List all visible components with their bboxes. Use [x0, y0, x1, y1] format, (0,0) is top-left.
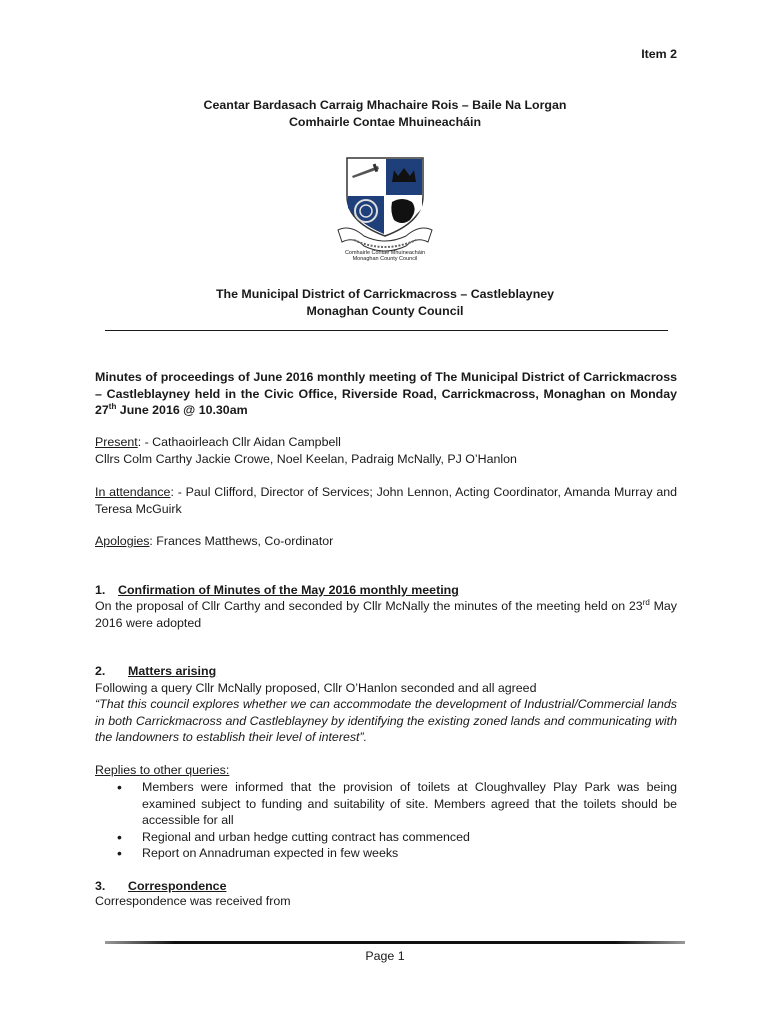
attendance-block: In attendance: - Paul Clifford, Director of Services; John Lennon, Acting Coordinator, Amanda Murray and Teresa McGuirk — [95, 485, 677, 516]
apologies-block: Apologies: Frances Matthews, Co-ordinator — [95, 534, 334, 548]
present-block: Present: - Cathaoirleach Cllr Aidan Campbell Cllrs Colm Carthy Jackie Crowe, Noel Keelan, Padraig McNally, PJ O’Hanlon — [95, 435, 517, 466]
section-2-quote: “That this council explores whether we can accommodate the development of Industrial/Commercial lands in both Carrickmacross and Castleblayney by identifying the existing zoned lands and communicating with the landowners to establish their level of interest”. — [95, 697, 677, 744]
list-item: • Members were informed that the provision of toilets at Cloughvalley Play Park was being examined subject to funding and suitability of site. Members agreed that the toilets should be accessible for all — [95, 779, 677, 829]
section-1-text: On the proposal of Cllr Carthy and seconded by Cllr McNally the minutes of the meeting held on 23rd May 2016 were adopted — [95, 597, 677, 630]
list-item: • Regional and urban hedge cutting contract has commenced — [95, 829, 677, 846]
irish-header-line1: Ceantar Bardasach Carraig Mhachaire Rois – Baile Na Lorgan — [203, 98, 567, 112]
present-label: Present — [95, 435, 138, 449]
section-2-text: Following a query Cllr McNally proposed, Cllr O’Hanlon seconded and all agreed — [95, 681, 537, 695]
intro-paragraph: Minutes of proceedings of June 2016 monthly meeting of The Municipal District of Carrickmacross – Castleblayney held in the Civic Office, Riverside Road, Carrickmacross, Monaghan on Monday 27th June 2016 @ 10.30am — [95, 370, 677, 417]
page-number: Page 1 — [365, 949, 405, 963]
document-title-line1: The Municipal District of Carrickmacross – Castleblayney — [215, 287, 555, 301]
council-crest — [330, 150, 440, 270]
apologies-label: Apologies — [95, 534, 150, 548]
footer-rule — [105, 941, 685, 944]
list-item: • Report on Annadruman expected in few weeks — [95, 845, 677, 862]
replies-label: Replies to other queries: — [95, 763, 230, 777]
item-label: Item 2 — [641, 47, 677, 61]
present-councillors: Cllrs Colm Carthy Jackie Crowe, Noel Keelan, Padraig McNally, PJ O’Hanlon — [95, 451, 517, 466]
crest-caption-1: Comhairle Contae Mhuineacháin — [344, 250, 426, 256]
section-2-heading: 2. Matters arising — [95, 664, 217, 678]
section-1-heading: 1. Confirmation of Minutes of the May 2016 monthly meeting — [95, 583, 459, 597]
attendance-label: In attendance — [95, 485, 171, 499]
document-title-line2: Monaghan County Council — [306, 304, 464, 318]
replies-list — [95, 779, 677, 862]
section-3-text: Correspondence was received from — [95, 894, 291, 908]
section-3-heading: 3. Correspondence — [95, 879, 227, 893]
title-rule — [105, 330, 668, 331]
irish-header-line2: Comhairle Contae Mhuineacháin — [288, 115, 482, 129]
crest-caption-2: Monaghan County Council — [352, 256, 418, 262]
